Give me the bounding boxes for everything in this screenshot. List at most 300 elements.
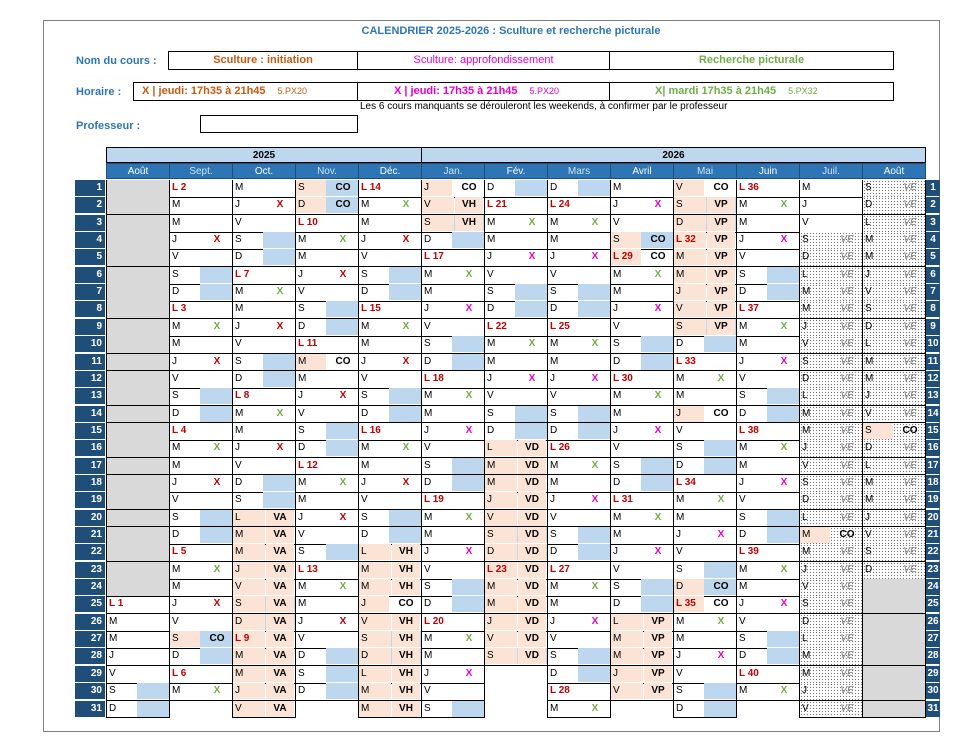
cell-mark: VD [518, 579, 546, 595]
day-cell [673, 336, 737, 354]
day-cell [421, 631, 485, 649]
day-letter: S [550, 286, 557, 298]
day-letter: D [613, 355, 621, 367]
row-number-left: 9 [75, 319, 105, 335]
day-cell [169, 614, 233, 632]
day-cell [610, 614, 674, 632]
day-letter: L [802, 511, 808, 523]
month-10: Juin [736, 163, 800, 179]
cell-mark: X [591, 581, 599, 593]
day-cell [484, 614, 548, 632]
day-letter: S [676, 442, 683, 454]
day-cell [232, 354, 296, 372]
day-cell [106, 406, 170, 424]
day-cell [295, 267, 359, 285]
cell-mark: VA [266, 666, 294, 682]
day-letter: L 25 [550, 320, 570, 332]
day-letter: D [676, 702, 684, 714]
day-letter: M [611, 631, 643, 647]
day-letter: V [361, 251, 368, 263]
day-cell [799, 197, 863, 215]
day-cell [421, 284, 485, 302]
day-cell [799, 284, 863, 302]
day-cell [421, 544, 485, 562]
cell-mark: X [591, 372, 599, 384]
day-letter: J [739, 355, 744, 367]
day-letter: L 2 [172, 182, 187, 193]
day-cell [736, 180, 800, 198]
day-letter: V [422, 197, 454, 213]
cell-mark: VE [840, 390, 854, 402]
cell-mark: VE [903, 390, 917, 402]
day-letter: M [802, 667, 811, 679]
day-letter: V [739, 494, 746, 506]
day-cell [736, 284, 800, 302]
day-cell [169, 301, 233, 319]
day-letter: V [298, 407, 305, 419]
day-cell [862, 232, 926, 250]
day-letter: V [298, 633, 305, 645]
row-number-right: 25 [926, 596, 940, 612]
day-letter: L 27 [550, 563, 570, 575]
cell-mark: X [780, 442, 788, 454]
month-7: Mars [547, 163, 611, 179]
day-letter: D [802, 372, 810, 384]
cell-mark: VE [840, 581, 854, 593]
day-cell [232, 614, 296, 632]
day-letter: V [613, 216, 620, 228]
row-number-right: 4 [926, 232, 940, 248]
day-cell [484, 371, 548, 389]
day-cell [358, 683, 422, 701]
day-cell [421, 336, 485, 354]
day-letter: S [172, 511, 179, 523]
cell-mark: X [780, 563, 788, 575]
day-cell [106, 510, 170, 528]
day-letter: D [676, 581, 684, 593]
day-letter: J [172, 476, 177, 488]
day-letter: D [865, 320, 873, 332]
cell-mark: VD [518, 440, 546, 456]
day-letter: J [613, 303, 618, 315]
row-number-left: 10 [75, 336, 105, 352]
day-letter: M [233, 527, 265, 543]
day-cell [673, 284, 737, 302]
day-letter: D [235, 251, 243, 263]
day-cell [421, 180, 485, 198]
day-letter: M [676, 390, 685, 402]
day-cell [673, 475, 737, 493]
cell-mark: VE [903, 234, 917, 246]
cell-mark: VE [840, 494, 854, 506]
day-cell [106, 492, 170, 510]
cell-mark: X [591, 338, 599, 350]
day-letter: D [487, 303, 495, 315]
day-letter: J [109, 650, 114, 662]
day-letter: V [611, 683, 643, 699]
day-letter: V [298, 529, 305, 540]
day-cell [610, 475, 674, 493]
day-cell [799, 492, 863, 510]
cell-mark: VE [840, 459, 854, 471]
cell-mark: VP [707, 232, 735, 248]
day-cell [862, 388, 926, 406]
day-letter: J [613, 424, 618, 436]
day-letter: J [611, 666, 643, 682]
day-cell [358, 527, 422, 545]
day-letter: J [676, 407, 681, 419]
day-letter: D [550, 303, 558, 315]
day-cell [736, 301, 800, 319]
day-cell [106, 631, 170, 649]
day-letter: S [739, 390, 746, 402]
day-cell [799, 319, 863, 337]
row-number-right: 20 [926, 510, 940, 526]
day-letter: M [361, 338, 370, 350]
row-number-left: 28 [75, 648, 105, 664]
row-number-right: 23 [926, 562, 940, 578]
day-cell [736, 614, 800, 632]
day-cell [358, 249, 422, 267]
day-letter: V [359, 614, 391, 630]
day-letter: S [802, 234, 809, 246]
cell-mark: VE [840, 563, 854, 575]
cell-mark: X [402, 476, 410, 488]
day-cell [169, 180, 233, 198]
day-letter: L 33 [676, 355, 696, 367]
day-cell [547, 596, 611, 614]
cell-mark: VA [266, 631, 294, 647]
day-cell [358, 596, 422, 614]
cell-mark: X [402, 355, 410, 367]
cell-mark: X [717, 529, 725, 540]
day-letter: L 14 [361, 182, 381, 193]
day-cell [484, 197, 548, 215]
day-cell [421, 458, 485, 476]
day-cell [421, 440, 485, 458]
cell-mark: VP [707, 197, 735, 213]
day-cell [610, 319, 674, 337]
cell-mark: CO [209, 633, 225, 645]
day-cell [610, 267, 674, 285]
day-cell [610, 527, 674, 545]
day-letter: M [865, 372, 874, 384]
day-cell [358, 284, 422, 302]
day-letter: J [802, 442, 807, 454]
cell-mark: CO [398, 598, 414, 610]
cell-mark: X [528, 372, 536, 384]
day-cell [484, 406, 548, 424]
day-letter: D [865, 442, 873, 454]
row-number-right: 27 [926, 631, 940, 647]
day-letter: L 37 [739, 303, 759, 315]
cell-mark: VE [903, 372, 917, 384]
day-cell [295, 440, 359, 458]
day-cell [106, 319, 170, 337]
day-letter: J [676, 529, 681, 540]
day-letter: S [361, 511, 368, 523]
day-cell [295, 249, 359, 267]
day-cell [169, 510, 233, 528]
day-letter: D [739, 650, 747, 662]
cell-mark: VE [903, 320, 917, 332]
day-cell [169, 388, 233, 406]
cell-mark: X [339, 581, 347, 593]
cell-mark: VE [903, 407, 917, 419]
row-number-right: 6 [926, 267, 940, 283]
day-cell [169, 648, 233, 666]
day-letter: M [172, 581, 181, 593]
day-cell [295, 544, 359, 562]
day-cell [862, 354, 926, 372]
day-cell [484, 336, 548, 354]
day-cell [799, 527, 863, 545]
day-letter: D [676, 459, 684, 471]
day-cell [673, 701, 737, 719]
day-letter: L [865, 338, 871, 350]
day-letter: D [674, 215, 706, 231]
day-cell [547, 232, 611, 250]
day-cell [484, 492, 548, 510]
day-cell [736, 492, 800, 510]
day-cell [295, 562, 359, 580]
day-letter: J [424, 424, 429, 436]
row-number-left: 24 [75, 579, 105, 595]
day-letter: M [739, 459, 748, 471]
day-cell [484, 267, 548, 285]
row-number-left: 18 [75, 475, 105, 491]
cell-mark: VE [903, 355, 917, 367]
day-letter: V [676, 182, 683, 193]
cell-mark: VD [518, 648, 546, 664]
day-letter: M [298, 355, 307, 367]
teacher-label: Professeur : [76, 120, 141, 132]
day-cell [799, 354, 863, 372]
cell-mark: VD [518, 631, 546, 647]
day-cell [610, 544, 674, 562]
day-letter: V [172, 251, 179, 263]
day-cell [106, 301, 170, 319]
day-letter: D [865, 199, 873, 211]
day-letter: V [802, 216, 809, 228]
day-letter: L 32 [674, 232, 706, 248]
day-cell [799, 510, 863, 528]
day-cell [169, 544, 233, 562]
day-cell [610, 492, 674, 510]
cell-mark: VE [840, 511, 854, 523]
day-letter: S [424, 702, 431, 714]
day-cell [421, 354, 485, 372]
day-letter: D [550, 667, 558, 679]
day-letter: V [550, 633, 557, 645]
day-letter: V [739, 251, 746, 263]
schedule-2 [394, 83, 559, 100]
day-letter: M [613, 182, 622, 193]
day-letter: V [550, 390, 557, 402]
day-cell [547, 527, 611, 545]
day-cell [295, 215, 359, 233]
day-letter: M [739, 581, 748, 593]
day-cell [295, 492, 359, 510]
cell-mark: X [780, 476, 788, 488]
day-cell [358, 544, 422, 562]
day-cell [295, 475, 359, 493]
day-cell [232, 319, 296, 337]
row-number-left: 15 [75, 423, 105, 439]
note: Les 6 cours manquants se dérouleront les weekends, à confirmer par le professeur [360, 101, 728, 112]
schedule-3-text: X| mardi 17h35 à 21h45 [655, 85, 777, 97]
teacher-field[interactable] [200, 115, 358, 133]
cell-mark: X [717, 650, 725, 662]
day-letter: V [361, 372, 368, 384]
day-cell [232, 458, 296, 476]
day-letter: S [298, 546, 305, 558]
day-letter: M [172, 320, 181, 332]
day-cell [799, 267, 863, 285]
cell-mark: VH [392, 701, 420, 717]
day-letter: J [739, 476, 744, 488]
day-cell [799, 215, 863, 233]
day-cell [610, 666, 674, 684]
day-letter: D [235, 372, 243, 384]
day-cell [673, 631, 737, 649]
day-cell [547, 701, 611, 719]
day-cell [295, 301, 359, 319]
day-cell [106, 371, 170, 389]
day-letter: L 34 [676, 476, 696, 488]
cell-mark: VE [840, 424, 854, 436]
day-cell [232, 301, 296, 319]
day-letter: J [550, 494, 555, 506]
day-cell [232, 406, 296, 424]
row-number-right: 19 [926, 492, 940, 508]
day-cell [421, 197, 485, 215]
day-cell [673, 423, 737, 441]
day-letter: S [674, 319, 706, 335]
row-number-right: 10 [926, 336, 940, 352]
day-letter: V [550, 268, 557, 280]
day-letter: J [550, 372, 555, 384]
day-letter: V [865, 529, 872, 540]
day-letter: M [233, 666, 265, 682]
day-cell [169, 336, 233, 354]
day-cell [484, 631, 548, 649]
month-9: Mai [673, 163, 737, 179]
day-letter: D [550, 424, 558, 436]
day-cell [106, 701, 170, 719]
day-cell [799, 701, 863, 719]
cell-mark: VH [392, 631, 420, 647]
day-cell [232, 596, 296, 614]
day-cell [169, 440, 233, 458]
day-cell [295, 648, 359, 666]
day-cell [862, 180, 926, 198]
day-cell [736, 319, 800, 337]
day-letter: M [298, 234, 307, 246]
cell-mark: CO [713, 407, 729, 419]
cell-mark: CO [902, 424, 918, 436]
cell-mark: VE [840, 372, 854, 384]
day-cell [862, 284, 926, 302]
day-letter: D [550, 546, 558, 558]
day-cell [484, 440, 548, 458]
day-cell [358, 510, 422, 528]
day-cell [673, 492, 737, 510]
cell-mark: VD [518, 492, 546, 508]
day-letter: V [235, 338, 242, 350]
schedule-2-text: X | jeudi: 17h35 à 21h45 [394, 85, 518, 97]
day-letter: M [676, 633, 685, 645]
row-number-left: 20 [75, 510, 105, 526]
day-letter: J [172, 234, 177, 246]
day-letter: L [865, 216, 871, 228]
day-letter: M [359, 562, 391, 578]
day-cell [421, 701, 485, 719]
day-cell [295, 232, 359, 250]
day-letter: M [235, 286, 244, 298]
cell-mark: X [528, 338, 536, 350]
cell-mark: X [465, 633, 473, 645]
day-letter: J [172, 355, 177, 367]
day-letter: M [739, 563, 748, 575]
day-letter: M [487, 338, 496, 350]
cell-mark: CO [713, 182, 729, 193]
day-cell [358, 388, 422, 406]
cell-mark: X [213, 476, 221, 488]
day-cell [169, 232, 233, 250]
cell-mark: X [654, 424, 662, 436]
day-cell [421, 596, 485, 614]
day-letter: M [802, 407, 811, 419]
cell-mark: X [591, 702, 599, 714]
day-letter: S [487, 286, 494, 298]
day-cell [673, 648, 737, 666]
day-cell [421, 215, 485, 233]
row-number-right: 22 [926, 544, 940, 560]
day-cell [295, 371, 359, 389]
day-letter: J [550, 251, 555, 263]
day-cell [862, 701, 926, 719]
day-cell [799, 475, 863, 493]
day-cell [862, 544, 926, 562]
day-letter: M [550, 234, 559, 246]
day-letter: S [550, 529, 557, 540]
day-letter: D [613, 476, 621, 488]
day-letter: D [298, 320, 306, 332]
day-letter: D [298, 685, 306, 697]
row-number-right: 9 [926, 319, 940, 335]
day-letter: D [802, 251, 810, 263]
day-cell [169, 354, 233, 372]
cell-mark: VE [840, 598, 854, 610]
cell-mark: VD [518, 510, 546, 526]
day-letter: D [487, 182, 495, 193]
cell-mark: X [780, 234, 788, 246]
day-cell [799, 440, 863, 458]
day-cell [232, 284, 296, 302]
day-cell [358, 614, 422, 632]
day-cell [232, 562, 296, 580]
row-number-left: 31 [75, 701, 105, 717]
cell-mark: VE [840, 286, 854, 298]
day-cell [295, 666, 359, 684]
cell-mark: VD [518, 562, 546, 578]
day-letter: J [487, 251, 492, 263]
day-cell [358, 371, 422, 389]
day-letter: M [550, 459, 559, 471]
row-number-left: 29 [75, 666, 105, 682]
day-cell [421, 267, 485, 285]
